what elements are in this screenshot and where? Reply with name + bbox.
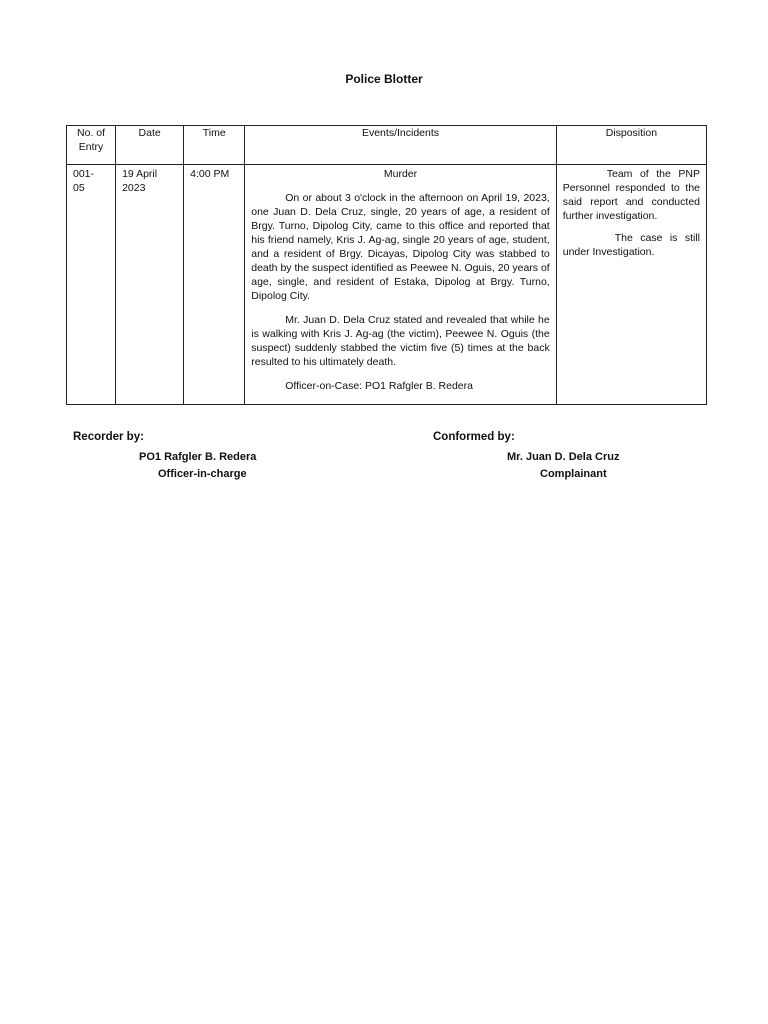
cell-time: 4:00 PM xyxy=(184,165,245,405)
disposition-action: Team of the PNP Personnel responded to the said report and conducted further investigation. xyxy=(562,168,700,222)
table-header-row xyxy=(67,126,707,165)
cell-disposition xyxy=(556,165,706,405)
incident-statement: Mr. Juan D. Dela Cruz stated and revealed that while he is walking with Kris J. Ag-ag (the victim), Peewee N. Oguis (the suspect) suddenly stabbed the victim five (5) times at the back resulted to his ultimately death. xyxy=(251,314,550,368)
incident-narrative: On or about 3 o'clock in the afternoon on April 19, 2023, one Juan D. Dela Cruz, single, 20 years of age, a resident of Brgy. Turno, Dipolog City, came to this office and reported that his friend namely, Kris J. Ag-ag, single 20 years of age, student, and a resident of Brgy. Dicayas, Dipolog City was stabbed to death by the suspect identified as Peewee N. Oguis, 20 years of age, single, and resident of Estaka, Dipolog at Brgy. Turno, Dipolog City. xyxy=(251,192,550,302)
recorder-label: Recorder by: xyxy=(73,431,144,443)
conformer-name: Mr. Juan D. Dela Cruz xyxy=(507,451,620,463)
cell-date: 19 April 2023 xyxy=(116,165,184,405)
page-title: Police Blotter xyxy=(345,72,423,86)
cell-entry: 001-05 xyxy=(67,165,116,405)
table-row xyxy=(67,165,707,405)
conformer-role: Complainant xyxy=(540,468,607,480)
disposition-status: The case is still under Investigation. xyxy=(562,232,700,258)
conformer-label: Conformed by: xyxy=(433,431,515,443)
blotter-table xyxy=(66,125,707,405)
officer-on-case: Officer-on-Case: PO1 Rafgler B. Redera xyxy=(285,380,473,392)
header-events: Events/Incidents xyxy=(245,126,556,165)
header-entry: No. of Entry xyxy=(67,126,116,165)
incident-type: Murder xyxy=(383,168,418,180)
cell-events xyxy=(245,165,556,405)
header-time: Time xyxy=(184,126,245,165)
recorder-name: PO1 Rafgler B. Redera xyxy=(139,451,257,463)
recorder-role: Officer-in-charge xyxy=(158,468,247,480)
header-date: Date xyxy=(116,126,184,165)
header-disposition: Disposition xyxy=(556,126,706,165)
